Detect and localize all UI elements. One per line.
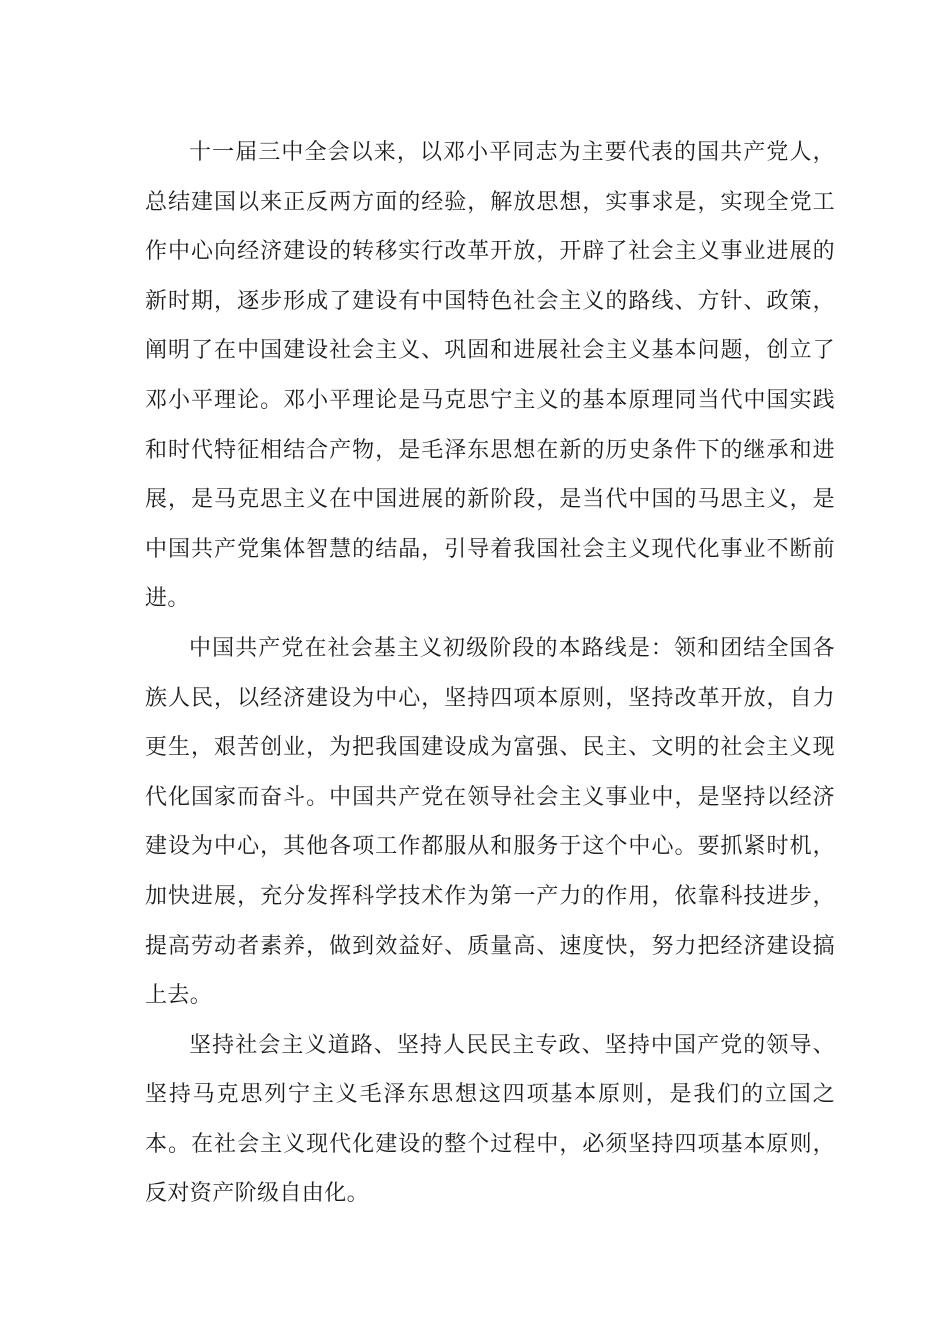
paragraph-1: 十一届三中全会以来，以邓小平同志为主要代表的国共产党人，总结建国以来正反两方面的经验，解放思想，实事求是，实现全党工作中心向经济建设的转移实行改革开放，开辟了社会主义事业进展的新时期，逐步形成了建设有中国特色社会主义的路线、方针、政策，阐明了在中国建设社会主义、巩固和进展社会主义基本问题，创立了邓小平理论。邓小平理论是马克思宁主义的基本原理同当代中国实践和时代特征相结合产物，是毛泽东思想在新的历史条件下的继承和进展，是马克思主义在中国进展的新阶段，是当代中国的马思主义，是中国共产党集体智慧的结晶，引导着我国社会主义现代化事业不断前进。: [145, 140, 835, 612]
paragraph-3: 坚持社会主义道路、坚持人民民主专政、坚持中国产党的领导、坚持马克思列宁主义毛泽东思想这四项基本原则，是我们的立国之本。在社会主义现代化建设的整个过程中，必须坚持四项基本原则，反对资产阶级自由化。: [145, 1032, 835, 1207]
paragraph-2: 中国共产党在社会基主义初级阶段的本路线是：领和团结全国各族人民，以经济建设为中心，坚持四项本原则，坚持改革开放，自力更生，艰苦创业，为把我国建设成为富强、民主、文明的社会主义现代化国家而奋斗。中国共产党在领导社会主义事业中，是坚持以经济建设为中心，其他各项工作都服从和服务于这个中心。要抓紧时机，加快进展，充分发挥科学技术作为第一产力的作用，依靠科技进步，提高劳动者素养，做到效益好、质量高、速度快，努力把经济建设搞上去。: [145, 635, 835, 1009]
body-text: [145, 128, 835, 1219]
